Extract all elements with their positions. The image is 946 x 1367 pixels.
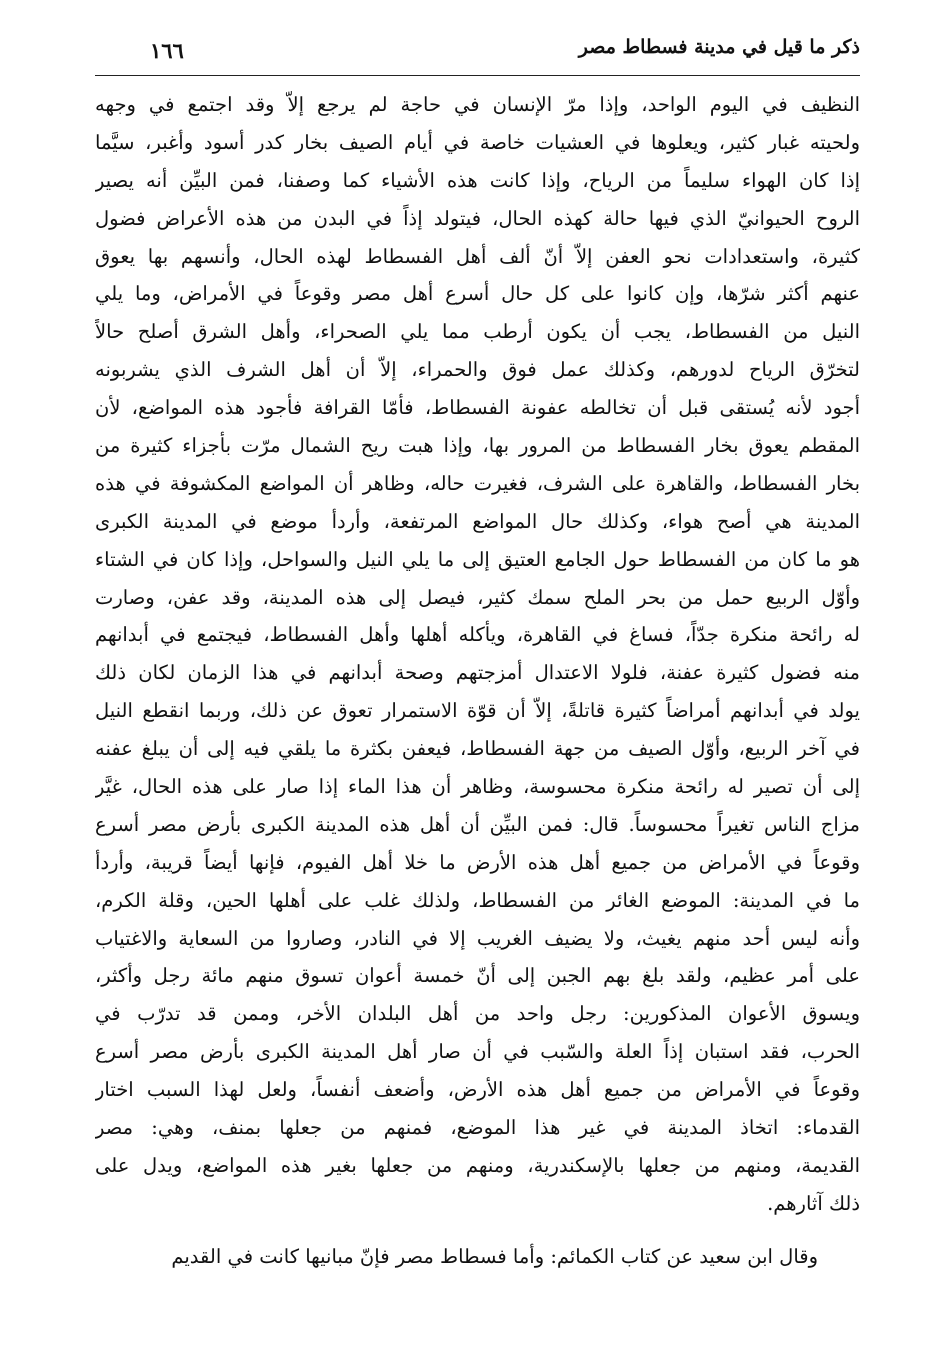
text-line: كثيرة، واستعدادات نحو العفن إلاّ أنّ ألف أهل الفسطاط لهذه الحال، وأنسهم بها يعوق	[95, 244, 860, 268]
text-line: وأنه ليس أحد منهم يغيث، ولا يضيف الغريب إلا في النادر، وصاروا من السعاية والاغتياب	[95, 926, 860, 950]
text-line: عنهم أكثر شرّها، وإن كانوا على كل حال أسرع أهل مصر وقوعاً في الأمراض، وما يلي	[95, 282, 860, 306]
header-rule	[95, 75, 860, 76]
text-line: أجود لأنه يُستقى قبل أن تخالطه عفونة الفسطاط، فأمّا القرافة فأجود هذه المواضع، لأن	[95, 396, 860, 420]
text-line: ذلك آثارهم.	[767, 1191, 860, 1215]
paragraph-1	[95, 86, 860, 1223]
text-line: إلى أن تصير له رائحة منكرة محسوسة، وظاهر أن هذا الماء إذا صار على هذه الحال، غيَّر	[95, 775, 860, 799]
text-line: المقطم يعوق بخار الفسطاط من المرور بها، وإذا هبت ريح الشمال مرّت بأجزاء كثيرة من	[95, 434, 860, 458]
text-line: يولد في أبدانهم أمراضاً كثيرة قاتلةً، إلاّ أن قوّة الاستمرار تعوق عن ذلك، وربما انقطع النيل	[95, 699, 860, 723]
text-line: ويسوق الأعوان المذكورين: رجل واحد من أهل البلدان الأخر، وممن قد تدرّب في	[95, 1002, 860, 1026]
text-line: المدينة هي أصح هواء، وكذلك حال المواضع المرتفعة، وأردأ موضع في المدينة الكبرى	[95, 509, 860, 533]
text-line: ما في المدينة: الموضع الغائر من الفسطاط، ولذلك غلب على أهلها الحين، وقلة الكرم،	[95, 888, 860, 912]
text-line: النظيف في اليوم الواحد، وإذا مرّ الإنسان في حاجة لم يرجع إلاّ وقد اجتمع في وجهه	[95, 93, 860, 116]
text-line: الحرب، فقد استبان إذاً العلة والسّبب في أن صار أهل المدينة الكبرى بأرض مصر أسرع	[95, 1040, 860, 1064]
text-line: القدماء: اتخاذ المدينة في غير هذا الموضع، فمنهم من جعلها بمنف، وهي: مصر	[95, 1116, 860, 1140]
text-line: النيل من الفسطاط، يجب أن يكون أرطب مما يلي الصحراء، وأهل الشرق أصلح حالاً	[95, 320, 860, 344]
text-line: منه فضول كثيرة عفنة، فلولا الاعتدال أمزجتهم وصحة أبدانهم في هذا الزمان لكان ذلك	[95, 661, 860, 685]
paragraph-2: وقال ابن سعيد عن كتاب الكمائم: وأما فسطاط مصر فإنّ مبانيها كانت في القديم	[171, 1245, 818, 1268]
text-line: مزاج الناس تغيراً محسوساً. قال: فمن البيِّن أن أهل هذه المدينة الكبرى بأرض مصر أسرع	[95, 812, 860, 836]
text-line: هو ما كان من الفسطاط حول الجامع العتيق إلى ما يلي النيل والسواحل، وإذا كان في الشتاء	[95, 547, 860, 571]
page-number: ١٦٦	[150, 38, 184, 63]
text-line: على أمر عظيم، ولقد بلغ بهم الجبن إلى أنّ خمسة أعوان تسوق منهم مائة رجل وأكثر،	[95, 964, 860, 988]
running-title: ذكر ما قيل في مدينة فسطاط مصر	[578, 36, 860, 58]
text-line: إذا كان الهواء سليماً من الرياح، وإذا كانت هذه الأشياء كما وصفنا، فمن البيِّن أنه يصير	[95, 168, 860, 192]
text-line: وقوعاً في الأمراض من جميع أهل هذه الأرض، وأضعف أنفساً، ولعل لهذا السبب اختار	[95, 1078, 860, 1102]
text-line: وأوّل الربيع حمل من بحر الملح سمك كثير، فيصل إلى هذه المدينة، وقد عفن، وصارت	[95, 585, 860, 609]
text-line: بخار الفسطاط، والقاهرة على الشرف، فغيرت حاله، وظاهر أن المواضع المكشوفة في هذه	[95, 471, 860, 495]
text-line: القديمة، ومنهم من جعلها بالإسكندرية، ومنهم من جعلها بغير هذه المواضع، ويدل على	[95, 1153, 860, 1177]
text-line: له رائحة منكرة جدّاً، فساغ في القاهرة، ويأكله أهلها وأهل الفسطاط، فيجتمع في أبدانهم	[95, 623, 860, 647]
page-header	[95, 30, 860, 74]
text-line: الروح الحيوانيّ الذي فيها حالة كهذه الحال، فيتولد إذاً في البدن من هذه الأعراض فضول	[95, 206, 860, 230]
text-line: في آخر الربيع، وأوّل الصيف من جهة الفسطاط، فيعفن بكثرة ما يلقي فيه إلى أن يبلغ عفنه	[95, 737, 860, 761]
text-line: لتخرّق الرياح لدورهم، وكذلك عمل فوق والحمراء، إلاّ أن أهل الشرف الذي يشربونه	[95, 358, 860, 382]
text-line: ولحيته غبار كثير، ويعلوها في العشيات خاصة في أيام الصيف بخار كدر أسود وأغبر، سيَّما	[95, 130, 860, 154]
text-line: وقوعاً في الأمراض من جميع أهل هذه الأرض ما خلا أهل الفيوم، فإنها أيضاً قريبة، وأردأ	[95, 850, 860, 874]
